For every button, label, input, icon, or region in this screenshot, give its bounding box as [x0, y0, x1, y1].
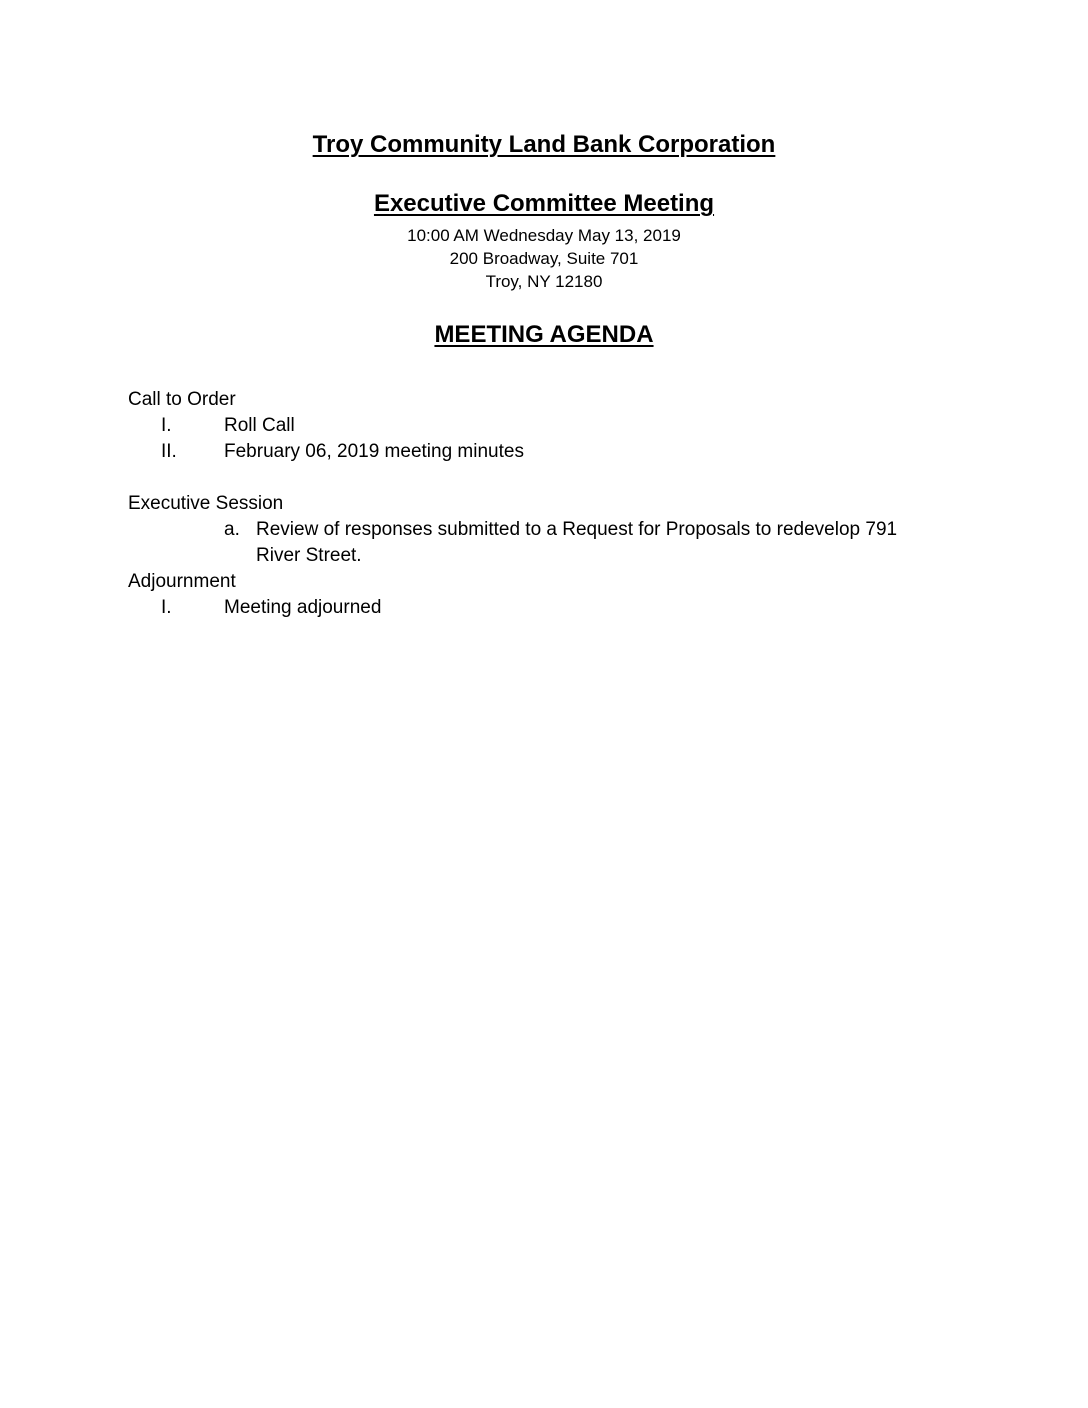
- agenda-item-adjourned: Meeting adjourned: [224, 597, 382, 618]
- meeting-city: Troy, NY 12180: [485, 272, 603, 291]
- section-title-adjournment: Adjournment: [128, 571, 236, 592]
- item-marker: a.: [224, 519, 240, 540]
- section-title-executive-session: Executive Session: [128, 493, 284, 514]
- item-marker: I.: [161, 415, 172, 436]
- item-marker: I.: [161, 597, 172, 618]
- organization-title: Troy Community Land Bank Corporation: [312, 131, 776, 158]
- section-title-call-to-order: Call to Order: [128, 389, 236, 410]
- meeting-title: Executive Committee Meeting: [373, 190, 715, 217]
- agenda-title: MEETING AGENDA: [434, 321, 654, 348]
- item-marker: II.: [161, 441, 177, 462]
- meeting-address: 200 Broadway, Suite 701: [449, 249, 639, 268]
- agenda-item-rfp-review: Review of responses submitted to a Request for Proposals to redevelop 791 River Street.: [256, 519, 898, 566]
- meeting-datetime: 10:00 AM Wednesday May 13, 2019: [407, 226, 681, 245]
- agenda-item-roll-call: Roll Call: [224, 415, 295, 436]
- agenda-item-minutes: February 06, 2019 meeting minutes: [224, 441, 524, 462]
